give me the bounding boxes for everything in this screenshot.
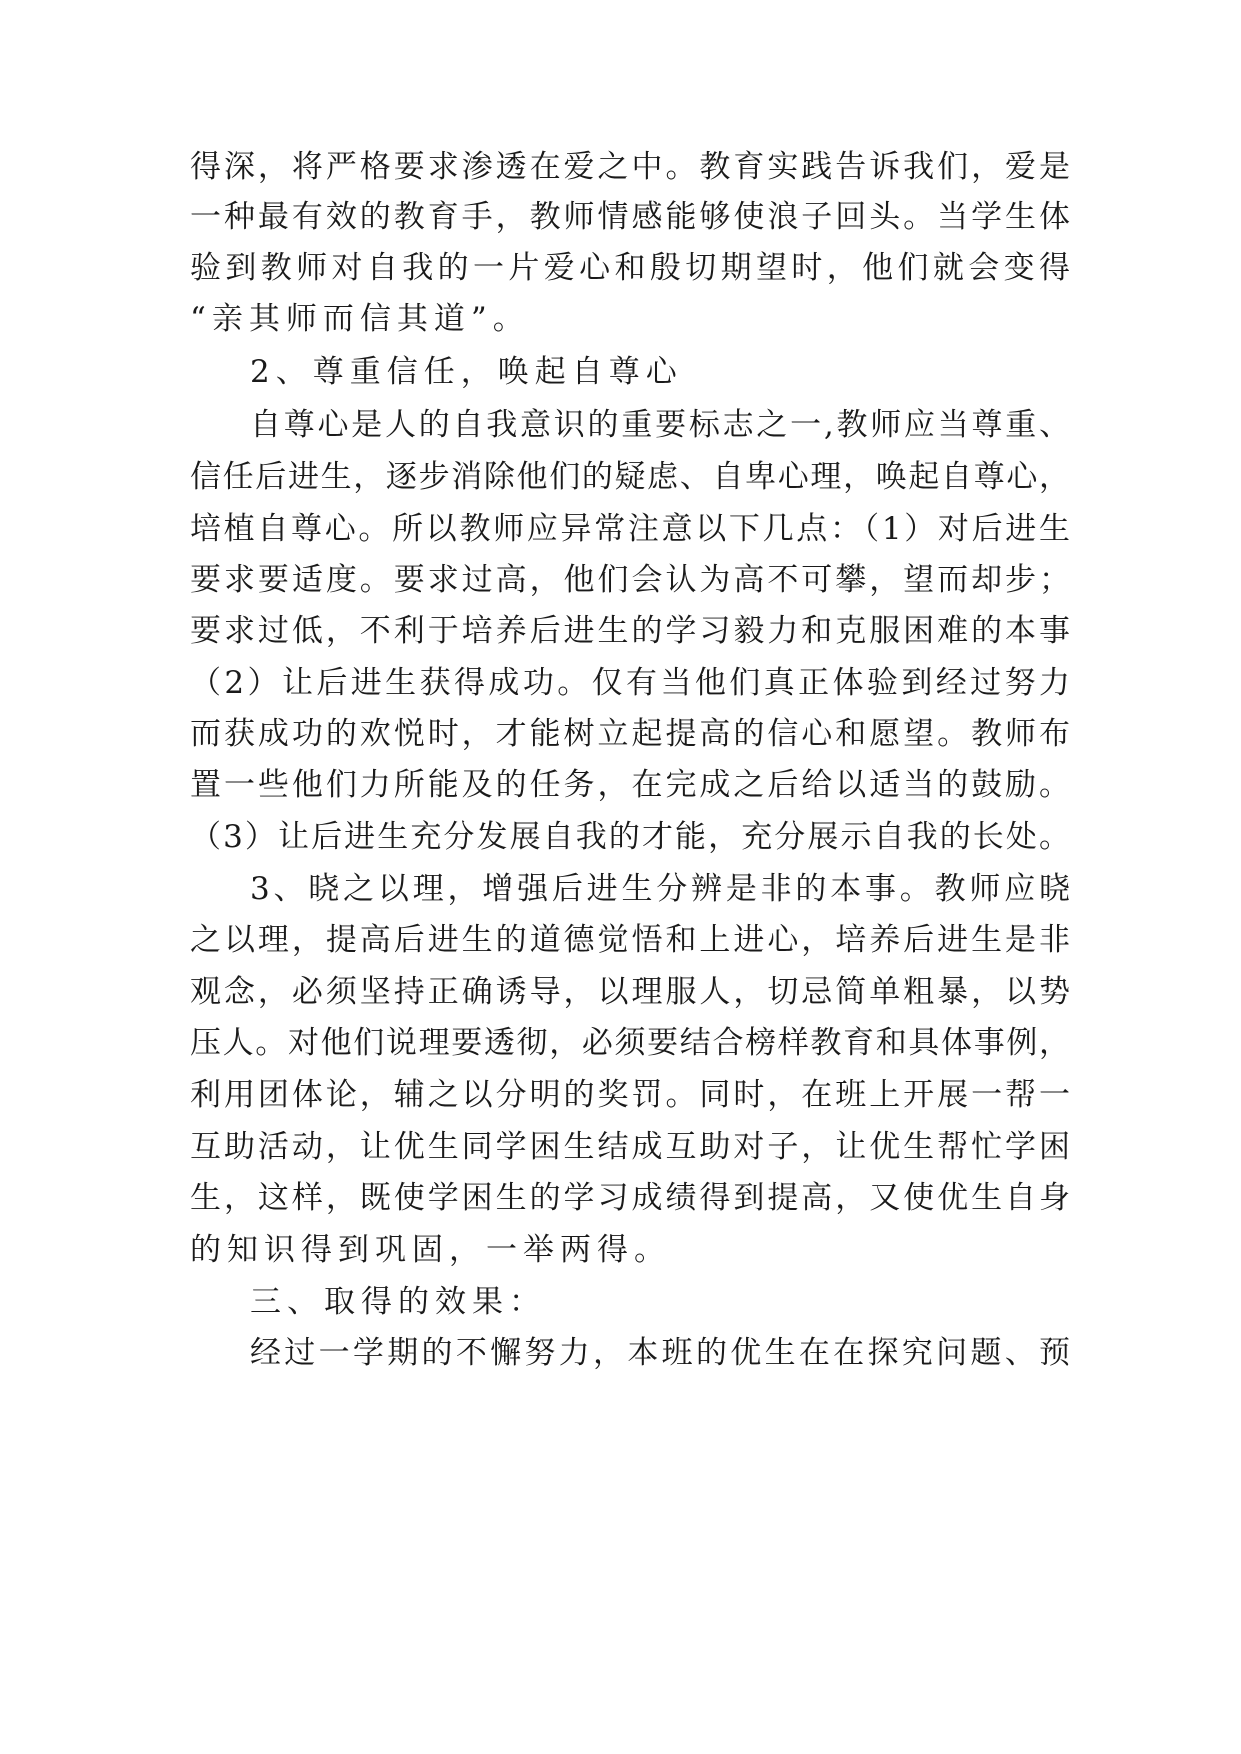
text-line: 观念，必须坚持正确诱导，以理服人，切忌简单粗暴，以势 [190, 974, 1070, 1010]
section-heading: 三、取得的效果： [250, 1284, 546, 1320]
text-line: 要求过低，不利于培养后进生的学习毅力和克服困难的本事 [190, 613, 1070, 649]
text-line: 得深，将严格要求渗透在爱之中。教育实践告诉我们，爱是 [190, 149, 1070, 185]
text-line: 生，这样，既使学困生的学习成绩得到提高，又使优生自身 [190, 1180, 1070, 1216]
text-line: 置一些他们力所能及的任务，在完成之后给以适当的鼓励。 [190, 767, 1070, 803]
text-line: 一种最有效的教育手，教师情感能够使浪子回头。当学生体 [190, 199, 1070, 235]
text-line: 利用团体论，辅之以分明的奖罚。同时，在班上开展一帮一 [190, 1077, 1070, 1113]
text-line: 之以理，提高后进生的道德觉悟和上进心，培养后进生是非 [190, 922, 1070, 958]
text-line: 互助活动，让优生同学困生结成互助对子，让优生帮忙学困 [190, 1129, 1070, 1165]
text-line: （3）让后进生充分发展自我的才能，充分展示自我的长处。 [190, 819, 1070, 855]
text-line: 经过一学期的不懈努力，本班的优生在在探究问题、预 [250, 1335, 1070, 1371]
text-line: 自尊心是人的自我意识的重要标志之一,教师应当尊重、 [250, 407, 1070, 443]
text-line: （2）让后进生获得成功。仅有当他们真正体验到经过努力 [190, 665, 1070, 701]
text-line: 的知识得到巩固，一举两得。 [190, 1232, 671, 1268]
section-heading: 2、尊重信任，唤起自尊心 [250, 354, 683, 390]
text-line: “亲其师而信其道”。 [190, 301, 530, 337]
text-line: 培植自尊心。所以教师应异常注意以下几点：（1）对后进生 [190, 511, 1070, 547]
text-line: 而获成功的欢悦时，才能树立起提高的信心和愿望。教师布 [190, 716, 1070, 752]
text-line: 信任后进生，逐步消除他们的疑虑、自卑心理，唤起自尊心， [190, 459, 1070, 495]
text-line: 验到教师对自我的一片爱心和殷切期望时，他们就会变得 [190, 250, 1070, 286]
text-line: 要求要适度。要求过高，他们会认为高不可攀，望而却步； [190, 562, 1070, 598]
text-line: 压人。对他们说理要透彻，必须要结合榜样教育和具体事例， [190, 1025, 1070, 1061]
text-line: 3、晓之以理，增强后进生分辨是非的本事。教师应晓 [250, 871, 1070, 907]
